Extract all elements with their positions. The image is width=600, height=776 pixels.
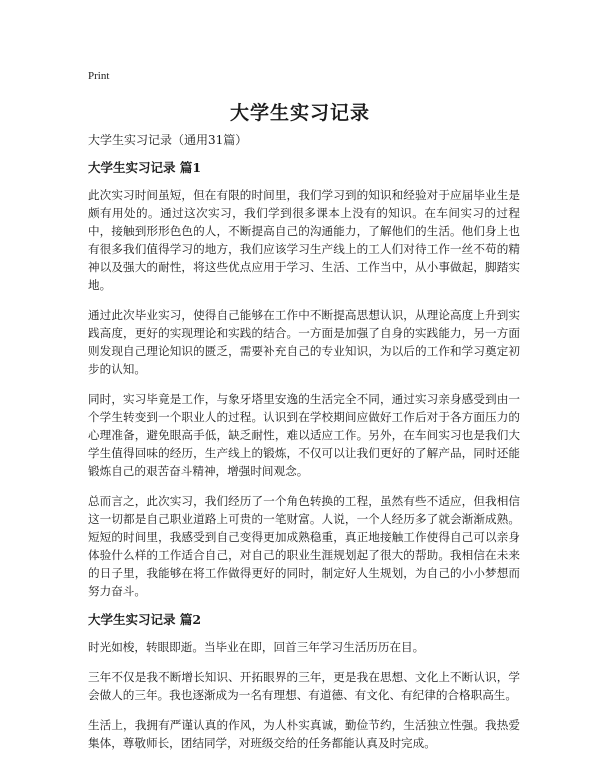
paragraph: 总而言之，此次实习，我们经历了一个角色转换的工程，虽然有些不适应，但我相信这一切都是自己职业道路上可贵的一笔财富。人说，一个人经历多了就会渐渐成熟。短短的时间里，我感受到自己变得更加成熟稳重，真正地接触工作使得自己可以亲身体验什么样的工作适合自己，对自己的职业生涯规划起了很大的帮助。我相信在未来的日子里，我能够在将工作做得更好的同时，制定好人生规划，为自己的小小梦想而努力奋斗。 xyxy=(88,494,520,598)
section-heading: 大学生实习记录 篇1 xyxy=(88,160,202,175)
document-body xyxy=(88,132,520,764)
document-subtitle: 大学生实习记录（通用31篇） xyxy=(88,133,248,147)
print-link[interactable]: Print xyxy=(88,70,110,82)
section-2 xyxy=(88,612,520,752)
section-1 xyxy=(88,160,520,600)
paragraph: 此次实习时间虽短，但在有限的时间里，我们学习到的知识和经验对于应届毕业生是颇有用处的。通过这次实习，我们学到很多课本上没有的知识。在车间实习的过程中，接触到形形色色的人，不断提高自己的沟通能力，了解他们的生活。他们身上也有很多我们值得学习的地方，我们应该学习生产线上的工人们对待工作一丝不苟的精神以及强大的耐性，将这些优点应用于学习、生活、工作当中，从小事做起，脚踏实地。 xyxy=(88,188,520,292)
document-title: 大学生实习记录 xyxy=(229,102,370,124)
paragraph: 三年不仅是我不断增长知识、开拓眼界的三年，更是我在思想、文化上不断认识，学会做人的三年。我也逐渐成为一名有理想、有道德、有文化、有纪律的合格职高生。 xyxy=(88,670,520,702)
paragraph: 同时，实习毕竟是工作，与象牙塔里安逸的生活完全不同，通过实习亲身感受到由一个学生转变到一个职业人的过程。认识到在学校期间应做好工作后对于各方面压力的心理准备，避免眼高手低，缺乏耐性，难以适应工作。另外，在车间实习也是我们大学生值得回味的经历，生产线上的锻炼，不仅可以让我们更好的了解产品，同时还能锻炼自己的艰苦奋斗精神，增强时间观念。 xyxy=(88,392,520,478)
section-heading: 大学生实习记录 篇2 xyxy=(88,612,202,627)
paragraph: 通过此次毕业实习，使得自己能够在工作中不断提高思想认识，从理论高度上升到实践高度，更好的实现理论和实践的结合。一方面是加强了自身的实践能力，另一方面则发现自己理论知识的匮乏，需要补充自己的专业知识，为以后的工作和学习奠定初步的认知。 xyxy=(88,308,520,376)
paragraph: 时光如梭，转眼即逝。当毕业在即，回首三年学习生活历历在目。 xyxy=(88,640,425,654)
paragraph: 生活上，我拥有严谨认真的作风，为人朴实真诚，勤俭节约，生活独立性强。我热爱集体，尊敬师长，团结同学，对班级交给的任务都能认真及时完成。 xyxy=(88,718,520,750)
